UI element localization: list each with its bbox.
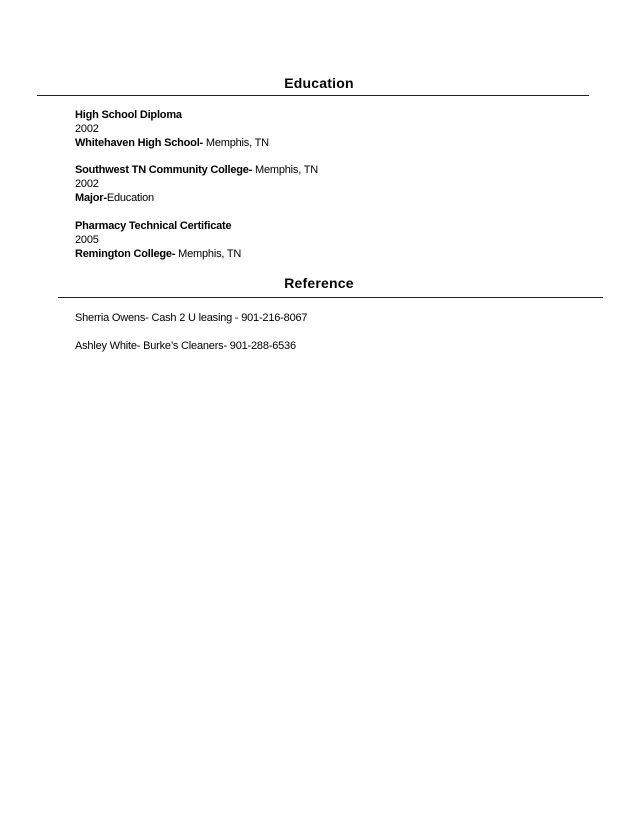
entry-major-label: Major- [75,192,107,204]
reference-heading: Reference [284,275,354,291]
entry-major-value: Education [106,192,154,204]
entry-heading: Southwest TN Community College- [75,164,253,176]
entry-year: 2002 [75,178,99,190]
entry-school-line [75,136,269,150]
entry-school: Remington College- [75,248,176,260]
entry-heading-line [75,163,318,177]
entry-location: Memphis, TN [252,164,318,176]
entry-location: Memphis, TN [175,248,242,260]
entry-heading: High School Diploma [75,109,182,121]
education-divider [37,95,589,96]
reference-item: Sherria Owens- Cash 2 U leasing - 901-216-8067 [75,312,308,324]
reference-divider [58,297,603,298]
entry-year: 2002 [75,123,99,135]
education-heading: Education [284,75,354,91]
entry-year: 2005 [75,234,99,246]
entry-location: Memphis, TN [203,137,269,149]
education-entry [75,108,269,150]
education-entry [75,163,318,205]
entry-school-line [75,247,241,261]
entry-school: Whitehaven High School- [75,137,204,149]
entry-major-line [75,191,318,205]
education-entry [75,219,241,261]
reference-item: Ashley White- Burke’s Cleaners- 901-288-6536 [75,340,296,352]
reference-list [75,311,307,353]
entry-heading: Pharmacy Technical Certificate [75,220,232,232]
